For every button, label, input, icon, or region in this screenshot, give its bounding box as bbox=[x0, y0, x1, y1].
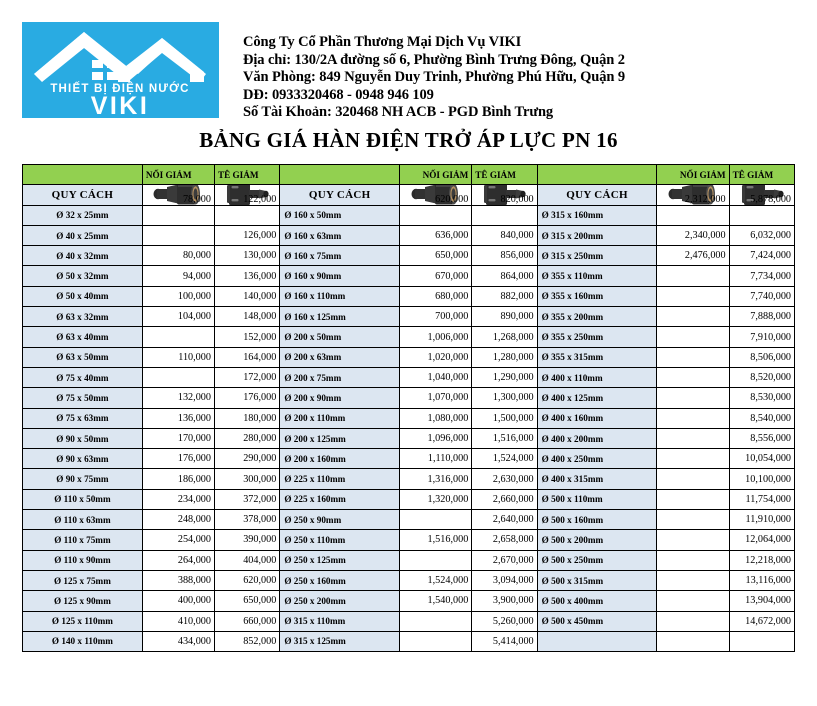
group2-te-value: 840,000 bbox=[472, 225, 537, 245]
group1-noi-value: 176,000 bbox=[142, 449, 214, 469]
group1-te-value: 852,000 bbox=[214, 631, 279, 651]
group-header-blank-3 bbox=[537, 165, 657, 185]
group3-te-value: 13,116,000 bbox=[729, 570, 794, 590]
group2-te-value: 856,000 bbox=[472, 246, 537, 266]
group3-noi-value bbox=[657, 205, 729, 225]
table-row bbox=[23, 266, 795, 286]
group3-spec: Ø 355 x 110mm bbox=[537, 266, 657, 286]
group3-te-value: 8,530,000 bbox=[729, 388, 794, 408]
group1-noi-value bbox=[142, 367, 214, 387]
group1-noi-price: 78,000 bbox=[182, 193, 211, 205]
page-header bbox=[0, 0, 817, 120]
group3-te-value: 10,054,000 bbox=[729, 449, 794, 469]
group2-spec: Ø 200 x 125mm bbox=[280, 428, 400, 448]
group3-noi-value bbox=[657, 327, 729, 347]
group2-te-value: 3,900,000 bbox=[472, 591, 537, 611]
group1-te-value: 620,000 bbox=[214, 570, 279, 590]
group2-spec: Ø 250 x 90mm bbox=[280, 510, 400, 530]
group1-spec: Ø 125 x 90mm bbox=[23, 591, 143, 611]
group1-te-value: 172,000 bbox=[214, 367, 279, 387]
group1-te-value: 290,000 bbox=[214, 449, 279, 469]
group1-spec: Ø 90 x 50mm bbox=[23, 428, 143, 448]
group3-noi-value bbox=[657, 286, 729, 306]
group3-te-value: 8,506,000 bbox=[729, 347, 794, 367]
group3-te-value: 13,904,000 bbox=[729, 591, 794, 611]
group3-noi-value: 2,340,000 bbox=[657, 225, 729, 245]
group2-spec: Ø 200 x 63mm bbox=[280, 347, 400, 367]
group3-te-value: 8,556,000 bbox=[729, 428, 794, 448]
company-bank: Số Tài Khoản: 320468 NH ACB - PGD Bình Trưng bbox=[243, 104, 554, 120]
company-phone: DĐ: 0933320468 - 0948 946 109 bbox=[243, 86, 434, 103]
group2-noi-value bbox=[400, 550, 472, 570]
group1-noi-value: 264,000 bbox=[142, 550, 214, 570]
group1-spec: Ø 110 x 75mm bbox=[23, 530, 143, 550]
logo-tagline: THIẾT BỊ ĐIỆN NƯỚC bbox=[50, 83, 190, 95]
group2-te-value: 5,260,000 bbox=[472, 611, 537, 631]
group3-te-value: 11,910,000 bbox=[729, 510, 794, 530]
table-row bbox=[23, 469, 795, 489]
group3-noi-value bbox=[657, 611, 729, 631]
group2-noi-icon-cell bbox=[400, 185, 472, 205]
price-table-body bbox=[23, 165, 795, 652]
group2-noi-value: 1,006,000 bbox=[400, 327, 472, 347]
group3-noi-price: 2,312,000 bbox=[684, 193, 726, 205]
group1-noi-value: 248,000 bbox=[142, 510, 214, 530]
group2-te-value: 1,524,000 bbox=[472, 449, 537, 469]
group1-noi-value: 104,000 bbox=[142, 307, 214, 327]
group2-noi-value: 1,524,000 bbox=[400, 570, 472, 590]
group3-te-price: 5,878,000 bbox=[750, 193, 791, 205]
group3-noi-value bbox=[657, 469, 729, 489]
group2-spec: Ø 200 x 160mm bbox=[280, 449, 400, 469]
group1-noi-value: 234,000 bbox=[142, 489, 214, 509]
group3-spec: Ø 400 x 110mm bbox=[537, 367, 657, 387]
group3-te-value: 12,064,000 bbox=[729, 530, 794, 550]
group2-spec: Ø 225 x 110mm bbox=[280, 469, 400, 489]
group-header-blank-2 bbox=[280, 165, 400, 185]
table-row bbox=[23, 510, 795, 530]
group3-spec: Ø 355 x 200mm bbox=[537, 307, 657, 327]
group1-te-value: 164,000 bbox=[214, 347, 279, 367]
group2-te-header: TÊ GIẢM bbox=[472, 165, 537, 185]
group1-spec: Ø 140 x 110mm bbox=[23, 631, 143, 651]
group1-te-value: 300,000 bbox=[214, 469, 279, 489]
group1-spec: Ø 63 x 50mm bbox=[23, 347, 143, 367]
group2-noi-value: 680,000 bbox=[400, 286, 472, 306]
group2-spec: Ø 200 x 90mm bbox=[280, 388, 400, 408]
group2-noi-header: NỐI GIẢM bbox=[400, 165, 472, 185]
group2-noi-value: 636,000 bbox=[400, 225, 472, 245]
group1-te-value: 390,000 bbox=[214, 530, 279, 550]
group3-te-value: 8,540,000 bbox=[729, 408, 794, 428]
group2-noi-value: 650,000 bbox=[400, 246, 472, 266]
group3-te-value: 7,734,000 bbox=[729, 266, 794, 286]
group3-spec: Ø 500 x 400mm bbox=[537, 591, 657, 611]
table-row bbox=[23, 327, 795, 347]
group-header-row bbox=[23, 165, 795, 185]
group3-te-value: 11,754,000 bbox=[729, 489, 794, 509]
group1-te-value bbox=[214, 205, 279, 225]
group3-te-value: 10,100,000 bbox=[729, 469, 794, 489]
group1-spec: Ø 75 x 40mm bbox=[23, 367, 143, 387]
group1-spec: Ø 110 x 90mm bbox=[23, 550, 143, 570]
group3-te-value: 12,218,000 bbox=[729, 550, 794, 570]
group2-spec: Ø 250 x 160mm bbox=[280, 570, 400, 590]
group2-spec: Ø 250 x 110mm bbox=[280, 530, 400, 550]
group3-noi-value bbox=[657, 489, 729, 509]
table-row bbox=[23, 367, 795, 387]
group1-noi-icon-cell bbox=[142, 185, 214, 205]
group1-spec: Ø 63 x 40mm bbox=[23, 327, 143, 347]
table-row bbox=[23, 631, 795, 651]
group1-spec: Ø 110 x 63mm bbox=[23, 510, 143, 530]
group2-spec: Ø 200 x 75mm bbox=[280, 367, 400, 387]
group1-noi-value: 434,000 bbox=[142, 631, 214, 651]
group2-te-value: 882,000 bbox=[472, 286, 537, 306]
table-row bbox=[23, 307, 795, 327]
group2-te-value: 1,280,000 bbox=[472, 347, 537, 367]
group2-noi-value: 1,020,000 bbox=[400, 347, 472, 367]
group3-spec: Ø 500 x 110mm bbox=[537, 489, 657, 509]
group3-spec: Ø 315 x 200mm bbox=[537, 225, 657, 245]
group1-noi-value: 186,000 bbox=[142, 469, 214, 489]
group1-te-icon-cell bbox=[214, 185, 279, 205]
viki-logo-graphic bbox=[22, 22, 219, 118]
logo-wordmark: VIKI bbox=[90, 92, 150, 118]
group1-noi-value: 410,000 bbox=[142, 611, 214, 631]
group2-spec: Ø 315 x 110mm bbox=[280, 611, 400, 631]
group1-te-header: TÊ GIẢM bbox=[214, 165, 279, 185]
group2-te-price: 820,000 bbox=[500, 193, 534, 205]
table-row bbox=[23, 570, 795, 590]
group1-te-value: 372,000 bbox=[214, 489, 279, 509]
group1-te-value: 136,000 bbox=[214, 266, 279, 286]
group3-spec: Ø 400 x 125mm bbox=[537, 388, 657, 408]
group2-spec: Ø 160 x 90mm bbox=[280, 266, 400, 286]
group3-spec: Ø 500 x 250mm bbox=[537, 550, 657, 570]
table-row bbox=[23, 388, 795, 408]
table-row bbox=[23, 347, 795, 367]
group3-spec: Ø 500 x 450mm bbox=[537, 611, 657, 631]
group3-noi-value bbox=[657, 388, 729, 408]
table-row bbox=[23, 489, 795, 509]
group3-te-value: 7,424,000 bbox=[729, 246, 794, 266]
group1-noi-value: 400,000 bbox=[142, 591, 214, 611]
group1-te-value: 126,000 bbox=[214, 225, 279, 245]
group3-te-value bbox=[729, 205, 794, 225]
group3-spec: Ø 315 x 160mm bbox=[537, 205, 657, 225]
group2-spec: Ø 200 x 50mm bbox=[280, 327, 400, 347]
group1-spec: Ø 125 x 75mm bbox=[23, 570, 143, 590]
group2-spec: Ø 250 x 125mm bbox=[280, 550, 400, 570]
group1-spec: Ø 125 x 110mm bbox=[23, 611, 143, 631]
group3-te-icon-cell bbox=[729, 185, 794, 205]
group1-noi-value: 110,000 bbox=[142, 347, 214, 367]
product-image-row bbox=[23, 185, 795, 205]
group2-te-value: 2,640,000 bbox=[472, 510, 537, 530]
group1-te-value: 176,000 bbox=[214, 388, 279, 408]
table-row bbox=[23, 428, 795, 448]
group2-te-icon-cell bbox=[472, 185, 537, 205]
group3-noi-value bbox=[657, 449, 729, 469]
group2-spec: Ø 160 x 125mm bbox=[280, 307, 400, 327]
group2-spec: Ø 160 x 50mm bbox=[280, 205, 400, 225]
group2-noi-value: 1,040,000 bbox=[400, 367, 472, 387]
group-header-blank-1 bbox=[23, 165, 143, 185]
group2-noi-value bbox=[400, 631, 472, 651]
group3-noi-value bbox=[657, 530, 729, 550]
group1-noi-value: 94,000 bbox=[142, 266, 214, 286]
group1-te-value: 152,000 bbox=[214, 327, 279, 347]
group2-noi-value: 1,080,000 bbox=[400, 408, 472, 428]
group2-spec: Ø 160 x 63mm bbox=[280, 225, 400, 245]
group3-noi-value bbox=[657, 510, 729, 530]
group3-noi-value bbox=[657, 266, 729, 286]
group2-noi-value bbox=[400, 510, 472, 530]
group3-noi-value bbox=[657, 367, 729, 387]
group2-te-value: 864,000 bbox=[472, 266, 537, 286]
table-row bbox=[23, 530, 795, 550]
table-row bbox=[23, 449, 795, 469]
group3-noi-value bbox=[657, 550, 729, 570]
group3-spec: Ø 315 x 250mm bbox=[537, 246, 657, 266]
group2-spec: Ø 315 x 125mm bbox=[280, 631, 400, 651]
group1-spec: Ø 63 x 32mm bbox=[23, 307, 143, 327]
group2-te-value: 1,290,000 bbox=[472, 367, 537, 387]
group3-spec: Ø 400 x 160mm bbox=[537, 408, 657, 428]
group1-noi-value: 136,000 bbox=[142, 408, 214, 428]
group2-noi-price: 620,000 bbox=[435, 193, 469, 205]
table-row bbox=[23, 550, 795, 570]
group1-spec: Ø 40 x 25mm bbox=[23, 225, 143, 245]
table-row bbox=[23, 205, 795, 225]
group2-te-value: 5,414,000 bbox=[472, 631, 537, 651]
group2-te-value: 890,000 bbox=[472, 307, 537, 327]
group2-noi-value: 1,540,000 bbox=[400, 591, 472, 611]
table-row bbox=[23, 286, 795, 306]
group1-te-value: 148,000 bbox=[214, 307, 279, 327]
group1-spec: Ø 75 x 63mm bbox=[23, 408, 143, 428]
group3-te-value: 6,032,000 bbox=[729, 225, 794, 245]
viki-logo bbox=[22, 22, 219, 118]
table-row bbox=[23, 611, 795, 631]
company-office: Văn Phòng: 849 Nguyễn Duy Trinh, Phường Phú Hữu, Quận 9 bbox=[243, 69, 626, 85]
group2-noi-value bbox=[400, 205, 472, 225]
group3-te-value: 7,740,000 bbox=[729, 286, 794, 306]
group3-spec: Ø 400 x 250mm bbox=[537, 449, 657, 469]
group3-noi-icon-cell bbox=[657, 185, 729, 205]
group2-te-value: 1,300,000 bbox=[472, 388, 537, 408]
group3-te-value: 8,520,000 bbox=[729, 367, 794, 387]
group2-te-value: 2,670,000 bbox=[472, 550, 537, 570]
group2-te-value: 2,630,000 bbox=[472, 469, 537, 489]
group2-spec: Ø 200 x 110mm bbox=[280, 408, 400, 428]
group2-te-value: 2,660,000 bbox=[472, 489, 537, 509]
page-title: BẢNG GIÁ HÀN ĐIỆN TRỞ ÁP LỰC PN 16 bbox=[199, 128, 618, 152]
group3-spec: Ø 355 x 315mm bbox=[537, 347, 657, 367]
company-address: Địa chỉ: 130/2A đường số 6, Phường Bình Trưng Đông, Quận 2 bbox=[243, 51, 625, 68]
group3-te-value: 14,672,000 bbox=[729, 611, 794, 631]
table-row bbox=[23, 408, 795, 428]
group3-te-value: 7,888,000 bbox=[729, 307, 794, 327]
company-name: Công Ty Cổ Phần Thương Mại Dịch Vụ VIKI bbox=[243, 34, 522, 50]
group3-noi-value bbox=[657, 347, 729, 367]
group1-spec: Ø 50 x 40mm bbox=[23, 286, 143, 306]
group1-spec: Ø 90 x 75mm bbox=[23, 469, 143, 489]
group1-noi-value bbox=[142, 327, 214, 347]
group1-te-value: 280,000 bbox=[214, 428, 279, 448]
group1-noi-value: 170,000 bbox=[142, 428, 214, 448]
group2-spec: Ø 225 x 160mm bbox=[280, 489, 400, 509]
group1-spec-header: QUY CÁCH bbox=[23, 185, 143, 205]
group1-noi-value: 100,000 bbox=[142, 286, 214, 306]
group1-te-value: 378,000 bbox=[214, 510, 279, 530]
group3-te-header: TÊ GIẢM bbox=[729, 165, 794, 185]
group2-noi-value: 1,070,000 bbox=[400, 388, 472, 408]
group1-noi-value bbox=[142, 225, 214, 245]
group1-noi-value: 388,000 bbox=[142, 570, 214, 590]
group3-spec bbox=[537, 631, 657, 651]
group3-spec: Ø 400 x 200mm bbox=[537, 428, 657, 448]
group3-spec: Ø 355 x 160mm bbox=[537, 286, 657, 306]
group2-te-value: 3,094,000 bbox=[472, 570, 537, 590]
group1-noi-value: 80,000 bbox=[142, 246, 214, 266]
group2-spec: Ø 160 x 110mm bbox=[280, 286, 400, 306]
group1-spec: Ø 90 x 63mm bbox=[23, 449, 143, 469]
price-table-container bbox=[0, 164, 817, 652]
group3-spec: Ø 400 x 315mm bbox=[537, 469, 657, 489]
group2-noi-value: 1,516,000 bbox=[400, 530, 472, 550]
group1-te-value: 650,000 bbox=[214, 591, 279, 611]
group3-spec-header: QUY CÁCH bbox=[537, 185, 657, 205]
company-info bbox=[243, 22, 625, 122]
group1-te-value: 140,000 bbox=[214, 286, 279, 306]
group2-noi-value: 1,096,000 bbox=[400, 428, 472, 448]
group3-te-value bbox=[729, 631, 794, 651]
group2-noi-value: 1,110,000 bbox=[400, 449, 472, 469]
group3-spec: Ø 500 x 160mm bbox=[537, 510, 657, 530]
group2-noi-value: 670,000 bbox=[400, 266, 472, 286]
group2-te-value bbox=[472, 205, 537, 225]
table-row bbox=[23, 246, 795, 266]
group2-noi-value: 700,000 bbox=[400, 307, 472, 327]
group3-noi-value bbox=[657, 408, 729, 428]
group1-spec: Ø 110 x 50mm bbox=[23, 489, 143, 509]
group3-spec: Ø 500 x 315mm bbox=[537, 570, 657, 590]
group1-spec: Ø 40 x 32mm bbox=[23, 246, 143, 266]
table-row bbox=[23, 225, 795, 245]
group1-te-value: 404,000 bbox=[214, 550, 279, 570]
group3-noi-value bbox=[657, 631, 729, 651]
group1-te-value: 660,000 bbox=[214, 611, 279, 631]
group2-te-value: 1,516,000 bbox=[472, 428, 537, 448]
group1-te-price: 122,000 bbox=[243, 193, 277, 205]
group3-noi-value bbox=[657, 307, 729, 327]
table-row bbox=[23, 591, 795, 611]
group1-noi-value: 254,000 bbox=[142, 530, 214, 550]
group3-noi-value bbox=[657, 428, 729, 448]
group2-noi-value bbox=[400, 611, 472, 631]
group3-spec: Ø 355 x 250mm bbox=[537, 327, 657, 347]
group2-te-value: 1,268,000 bbox=[472, 327, 537, 347]
group1-noi-header: NỐI GIẢM bbox=[142, 165, 214, 185]
group3-spec: Ø 500 x 200mm bbox=[537, 530, 657, 550]
group3-noi-value bbox=[657, 570, 729, 590]
group3-te-value: 7,910,000 bbox=[729, 327, 794, 347]
group1-te-value: 180,000 bbox=[214, 408, 279, 428]
price-table bbox=[22, 164, 795, 652]
group2-te-value: 1,500,000 bbox=[472, 408, 537, 428]
group3-noi-value bbox=[657, 591, 729, 611]
group2-noi-value: 1,316,000 bbox=[400, 469, 472, 489]
group1-noi-value bbox=[142, 205, 214, 225]
group2-te-value: 2,658,000 bbox=[472, 530, 537, 550]
group2-spec: Ø 250 x 200mm bbox=[280, 591, 400, 611]
group1-spec: Ø 32 x 25mm bbox=[23, 205, 143, 225]
group2-noi-value: 1,320,000 bbox=[400, 489, 472, 509]
group1-spec: Ø 75 x 50mm bbox=[23, 388, 143, 408]
group2-spec: Ø 160 x 75mm bbox=[280, 246, 400, 266]
group1-te-value: 130,000 bbox=[214, 246, 279, 266]
group1-spec: Ø 50 x 32mm bbox=[23, 266, 143, 286]
group3-noi-header: NỐI GIẢM bbox=[657, 165, 729, 185]
group1-noi-value: 132,000 bbox=[142, 388, 214, 408]
group2-spec-header: QUY CÁCH bbox=[280, 185, 400, 205]
group3-noi-value: 2,476,000 bbox=[657, 246, 729, 266]
